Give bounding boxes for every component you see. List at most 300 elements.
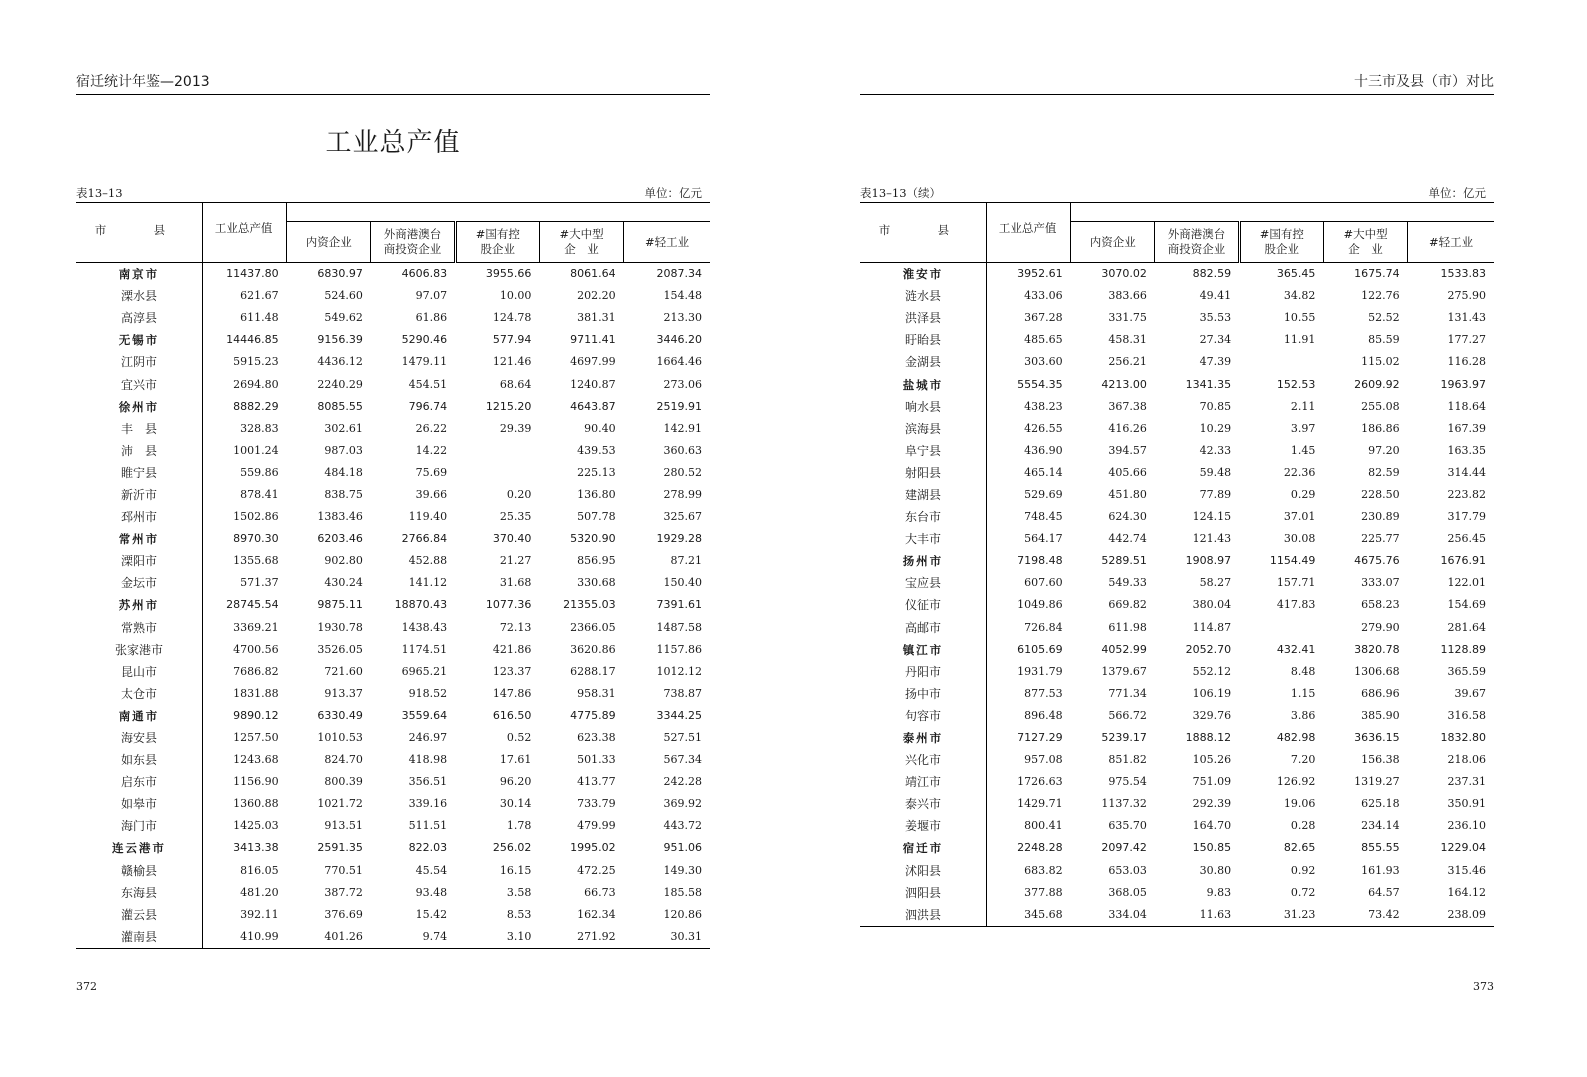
row-value: 150.40 bbox=[663, 576, 702, 590]
row-value: 1425.03 bbox=[233, 819, 279, 833]
row-value: 177.27 bbox=[1447, 333, 1486, 347]
row-value: 345.68 bbox=[986, 904, 1070, 927]
row-value: 552.12 bbox=[1192, 664, 1232, 678]
row-region-name: 盱眙县 bbox=[860, 329, 986, 351]
row-value: 577.94 bbox=[492, 333, 532, 347]
row-value: 1215.20 bbox=[485, 399, 532, 413]
row-value: 329.76 bbox=[1192, 708, 1232, 722]
row-value: 4213.00 bbox=[1101, 377, 1147, 391]
row-value: 9890.12 bbox=[233, 708, 279, 722]
row-value: 4052.99 bbox=[1101, 642, 1147, 656]
row-value: 147.86 bbox=[492, 686, 532, 700]
row-value: 8970.30 bbox=[233, 532, 279, 546]
table-row bbox=[76, 926, 710, 949]
row-value: 1306.68 bbox=[1354, 664, 1400, 678]
row-value: 1438.43 bbox=[401, 620, 448, 634]
row-value: 686.96 bbox=[1361, 686, 1400, 700]
row-value: 1229.04 bbox=[1440, 841, 1486, 855]
row-value: 1001.24 bbox=[233, 443, 279, 457]
row-value: 2052.70 bbox=[1185, 642, 1232, 656]
row-value: 2097.42 bbox=[1101, 841, 1147, 855]
row-value: 120.86 bbox=[663, 907, 702, 921]
row-value: 856.95 bbox=[577, 554, 616, 568]
row-value: 1154.49 bbox=[1269, 554, 1316, 568]
row-region-name: 连云港市 bbox=[76, 837, 202, 859]
row-value: 7127.29 bbox=[1017, 731, 1063, 745]
header-domestic bbox=[287, 222, 371, 263]
row-value: 47.39 bbox=[1199, 355, 1232, 369]
header-total-output: 工业总产值 bbox=[202, 203, 286, 263]
table-row bbox=[76, 418, 710, 440]
row-region-name: 仪征市 bbox=[860, 594, 986, 616]
row-value: 105.26 bbox=[1192, 753, 1232, 767]
row-region-name: 扬中市 bbox=[860, 683, 986, 705]
row-value: 501.33 bbox=[577, 753, 616, 767]
header-foreign bbox=[1155, 222, 1239, 263]
row-value: 9.83 bbox=[1206, 885, 1232, 899]
row-value: 975.54 bbox=[1108, 775, 1147, 789]
row-value: 482.98 bbox=[1276, 731, 1316, 745]
header-large-line2: 企 业 bbox=[564, 242, 599, 256]
row-value: 39.67 bbox=[1454, 686, 1486, 700]
row-value: 242.28 bbox=[663, 775, 702, 789]
row-value: 529.69 bbox=[1024, 487, 1063, 501]
header-light-industry bbox=[1408, 222, 1494, 263]
row-value: 21355.03 bbox=[563, 598, 616, 612]
row-region-name: 句容市 bbox=[860, 705, 986, 727]
row-value: 507.78 bbox=[577, 510, 616, 524]
table-row bbox=[860, 440, 1494, 462]
row-value: 1995.02 bbox=[570, 841, 616, 855]
table-row bbox=[76, 440, 710, 462]
header-foreign-line1: 外商港澳台 bbox=[1167, 227, 1226, 241]
row-value: 21.27 bbox=[499, 554, 532, 568]
row-value: 426.55 bbox=[1024, 421, 1063, 435]
row-region-name: 响水县 bbox=[860, 396, 986, 418]
row-region-name: 靖江市 bbox=[860, 771, 986, 793]
row-value: 0.52 bbox=[506, 731, 532, 745]
row-value: 1832.80 bbox=[1440, 731, 1486, 745]
row-value: 90.40 bbox=[584, 421, 616, 435]
table-row bbox=[860, 484, 1494, 506]
row-value: 15.42 bbox=[415, 907, 448, 921]
row-value: 443.72 bbox=[663, 819, 702, 833]
row-value: 1156.90 bbox=[233, 775, 279, 789]
header-state-line2: 股企业 bbox=[480, 242, 516, 256]
row-value: 164.12 bbox=[1447, 885, 1486, 899]
table-row bbox=[76, 528, 710, 550]
row-value: 1675.74 bbox=[1354, 267, 1400, 281]
row-value: 119.40 bbox=[408, 510, 448, 524]
table-row bbox=[860, 263, 1494, 286]
row-value: 1137.32 bbox=[1101, 797, 1147, 811]
row-value: 726.84 bbox=[1024, 620, 1063, 634]
row-value: 7.20 bbox=[1290, 753, 1316, 767]
row-value: 121.46 bbox=[492, 355, 532, 369]
row-value bbox=[1239, 617, 1323, 639]
row-value: 218.06 bbox=[1447, 753, 1486, 767]
row-value: 987.03 bbox=[324, 443, 363, 457]
row-value: 567.34 bbox=[663, 753, 702, 767]
row-value: 800.41 bbox=[1024, 819, 1063, 833]
row-value: 896.48 bbox=[1024, 708, 1063, 722]
row-value: 225.77 bbox=[1361, 532, 1400, 546]
table-row bbox=[860, 705, 1494, 727]
row-value: 228.50 bbox=[1361, 487, 1400, 501]
row-value: 9875.11 bbox=[317, 598, 363, 612]
row-value: 185.58 bbox=[663, 885, 702, 899]
row-value: 131.43 bbox=[1447, 311, 1486, 325]
row-value: 331.75 bbox=[1108, 311, 1147, 325]
row-region-name: 建湖县 bbox=[860, 484, 986, 506]
row-value: 157.71 bbox=[1276, 576, 1316, 590]
row-value: 1319.27 bbox=[1354, 775, 1400, 789]
table-row bbox=[76, 462, 710, 484]
table-row bbox=[860, 882, 1494, 904]
table-row bbox=[76, 749, 710, 771]
row-value: 152.53 bbox=[1276, 377, 1316, 391]
row-value: 123.37 bbox=[492, 664, 532, 678]
row-value: 236.10 bbox=[1447, 819, 1486, 833]
row-value: 3070.02 bbox=[1101, 267, 1147, 281]
row-value: 10.29 bbox=[1199, 421, 1232, 435]
row-value: 527.51 bbox=[663, 731, 702, 745]
row-region-name: 东台市 bbox=[860, 506, 986, 528]
row-value: 5290.46 bbox=[401, 333, 448, 347]
data-table-left bbox=[76, 202, 710, 949]
row-value: 1487.58 bbox=[656, 620, 702, 634]
table-row bbox=[76, 617, 710, 639]
row-value: 1049.86 bbox=[1017, 598, 1063, 612]
row-region-name: 泗阳县 bbox=[860, 882, 986, 904]
row-value: 106.19 bbox=[1192, 686, 1232, 700]
table-row bbox=[860, 351, 1494, 373]
row-region-name: 如皋市 bbox=[76, 793, 202, 815]
row-value: 4697.99 bbox=[570, 355, 616, 369]
row-value: 7686.82 bbox=[233, 664, 279, 678]
row-value: 6830.97 bbox=[317, 267, 363, 281]
row-value: 1021.72 bbox=[317, 797, 363, 811]
header-state-line1: #国有控 bbox=[1259, 227, 1304, 241]
row-value: 571.37 bbox=[240, 576, 279, 590]
row-value: 452.88 bbox=[408, 554, 448, 568]
row-value: 485.65 bbox=[1024, 333, 1063, 347]
row-value: 566.72 bbox=[1108, 708, 1147, 722]
row-region-name: 赣榆县 bbox=[76, 860, 202, 882]
page-number-right: 373 bbox=[1473, 980, 1494, 993]
row-value: 2519.91 bbox=[656, 399, 702, 413]
row-value: 800.39 bbox=[324, 775, 363, 789]
header-foreign-line1: 外商港澳台 bbox=[383, 227, 442, 241]
table-row bbox=[76, 904, 710, 926]
row-value: 142.91 bbox=[663, 421, 702, 435]
table-row bbox=[76, 263, 710, 286]
row-region-name: 东海县 bbox=[76, 882, 202, 904]
row-value: 230.89 bbox=[1361, 510, 1400, 524]
row-value: 611.98 bbox=[1108, 620, 1147, 634]
row-value: 1908.97 bbox=[1185, 554, 1232, 568]
table-row bbox=[76, 860, 710, 882]
row-value: 162.34 bbox=[577, 907, 616, 921]
row-value: 0.28 bbox=[1290, 819, 1316, 833]
table-row bbox=[76, 373, 710, 395]
row-value: 8.53 bbox=[506, 907, 532, 921]
row-value: 52.52 bbox=[1368, 311, 1400, 325]
row-region-name: 扬州市 bbox=[860, 550, 986, 572]
row-value: 368.05 bbox=[1108, 885, 1147, 899]
header-domestic-label: 内资企业 bbox=[305, 234, 352, 249]
row-region-name: 泰州市 bbox=[860, 727, 986, 749]
row-value: 1726.63 bbox=[1017, 775, 1063, 789]
row-value: 356.51 bbox=[408, 775, 448, 789]
row-value: 479.99 bbox=[577, 819, 616, 833]
row-region-name: 泗洪县 bbox=[860, 904, 986, 927]
row-value: 2.11 bbox=[1290, 399, 1316, 413]
row-value: 6330.49 bbox=[317, 708, 363, 722]
header-large-line2: 企 业 bbox=[1348, 242, 1383, 256]
row-value: 154.48 bbox=[663, 289, 702, 303]
row-value: 838.75 bbox=[324, 487, 363, 501]
row-value: 16.15 bbox=[499, 863, 532, 877]
row-value: 380.04 bbox=[1192, 598, 1232, 612]
row-value: 186.86 bbox=[1361, 421, 1400, 435]
table-row bbox=[76, 727, 710, 749]
row-value: 1383.46 bbox=[317, 510, 363, 524]
table-row bbox=[76, 550, 710, 572]
row-value: 8882.29 bbox=[233, 399, 279, 413]
row-value: 5320.90 bbox=[570, 532, 616, 546]
row-value: 39.66 bbox=[415, 487, 448, 501]
table-row bbox=[860, 815, 1494, 837]
row-value: 433.06 bbox=[1024, 289, 1063, 303]
row-value: 1077.36 bbox=[485, 598, 532, 612]
row-value: 1174.51 bbox=[401, 642, 448, 656]
row-value: 394.57 bbox=[1108, 443, 1147, 457]
row-value: 2248.28 bbox=[1017, 841, 1063, 855]
row-value bbox=[1239, 351, 1323, 373]
row-value: 635.70 bbox=[1108, 819, 1147, 833]
table-row bbox=[860, 329, 1494, 351]
row-value: 1360.88 bbox=[233, 797, 279, 811]
row-value: 4436.12 bbox=[317, 355, 363, 369]
row-value: 3344.25 bbox=[656, 708, 702, 722]
header-foreign-line2: 商投资企业 bbox=[383, 242, 442, 256]
table-body-left bbox=[76, 263, 710, 949]
row-value: 0.20 bbox=[506, 487, 532, 501]
row-value: 223.82 bbox=[1447, 487, 1486, 501]
table-row bbox=[860, 550, 1494, 572]
row-region-name: 宿迁市 bbox=[860, 837, 986, 859]
row-value: 3.10 bbox=[455, 926, 539, 949]
row-value: 9711.41 bbox=[570, 333, 616, 347]
row-value: 381.31 bbox=[577, 311, 616, 325]
row-region-name: 金坛市 bbox=[76, 572, 202, 594]
row-value: 751.09 bbox=[1192, 775, 1232, 789]
header-region: 市 县 bbox=[76, 203, 202, 263]
table-row bbox=[860, 661, 1494, 683]
table-row bbox=[860, 572, 1494, 594]
row-value: 3369.21 bbox=[233, 620, 279, 634]
row-value: 2591.35 bbox=[317, 841, 363, 855]
row-value: 14446.85 bbox=[226, 333, 279, 347]
row-value: 377.88 bbox=[1024, 885, 1063, 899]
row-value: 1341.35 bbox=[1185, 377, 1232, 391]
row-value: 68.64 bbox=[499, 377, 532, 391]
row-value: 6288.17 bbox=[570, 664, 616, 678]
row-value: 14.22 bbox=[415, 443, 448, 457]
row-region-name: 射阳县 bbox=[860, 462, 986, 484]
row-value: 658.23 bbox=[1361, 598, 1400, 612]
row-value: 279.90 bbox=[1361, 620, 1400, 634]
row-value: 30.08 bbox=[1283, 532, 1316, 546]
row-region-name: 邳州市 bbox=[76, 506, 202, 528]
row-value: 902.80 bbox=[324, 554, 363, 568]
table-row bbox=[860, 749, 1494, 771]
row-value: 624.30 bbox=[1108, 510, 1147, 524]
row-value: 77.89 bbox=[1199, 487, 1232, 501]
row-value: 3.97 bbox=[1290, 421, 1316, 435]
row-value: 275.90 bbox=[1447, 289, 1486, 303]
row-value: 167.39 bbox=[1447, 421, 1486, 435]
row-value: 418.98 bbox=[408, 753, 448, 767]
row-value: 611.48 bbox=[240, 311, 279, 325]
row-value bbox=[455, 440, 539, 462]
header-large-medium bbox=[1323, 222, 1407, 263]
row-value: 8061.64 bbox=[570, 267, 616, 281]
header-light-label: #轻工业 bbox=[1429, 234, 1474, 249]
table-row bbox=[76, 882, 710, 904]
row-value: 796.74 bbox=[408, 399, 448, 413]
row-value: 1931.79 bbox=[1017, 664, 1063, 678]
header-spacer bbox=[1071, 203, 1494, 222]
table-row bbox=[76, 815, 710, 837]
row-region-name: 溧阳市 bbox=[76, 550, 202, 572]
row-region-name: 苏州市 bbox=[76, 594, 202, 616]
row-region-name: 太仓市 bbox=[76, 683, 202, 705]
row-value: 385.90 bbox=[1361, 708, 1400, 722]
row-value: 392.11 bbox=[240, 907, 279, 921]
row-value: 59.48 bbox=[1199, 465, 1232, 479]
row-value: 877.53 bbox=[1024, 686, 1063, 700]
row-value: 1355.68 bbox=[233, 554, 279, 568]
table-row bbox=[76, 793, 710, 815]
row-value: 333.07 bbox=[1361, 576, 1400, 590]
row-value: 0.92 bbox=[1290, 863, 1316, 877]
row-value: 957.08 bbox=[1024, 753, 1063, 767]
row-value: 72.13 bbox=[499, 620, 532, 634]
row-value: 376.69 bbox=[324, 907, 363, 921]
header-state-controlled bbox=[455, 222, 539, 263]
row-value: 256.02 bbox=[492, 841, 532, 855]
row-value: 1379.67 bbox=[1101, 664, 1147, 678]
row-value: 918.52 bbox=[408, 686, 448, 700]
table-row bbox=[76, 329, 710, 351]
row-value: 2609.92 bbox=[1354, 377, 1400, 391]
table-row bbox=[76, 285, 710, 307]
row-region-name: 常熟市 bbox=[76, 617, 202, 639]
row-value: 413.77 bbox=[577, 775, 616, 789]
row-value: 3559.64 bbox=[401, 708, 448, 722]
page-title: 工业总产值 bbox=[325, 128, 461, 158]
row-value: 30.31 bbox=[624, 926, 710, 949]
row-region-name: 海门市 bbox=[76, 815, 202, 837]
row-value: 87.21 bbox=[670, 554, 702, 568]
row-value: 4775.89 bbox=[570, 708, 616, 722]
row-value: 439.53 bbox=[577, 443, 616, 457]
row-value: 66.73 bbox=[584, 885, 616, 899]
row-value: 1533.83 bbox=[1440, 267, 1486, 281]
row-value: 3620.86 bbox=[570, 642, 616, 656]
row-value: 748.45 bbox=[1024, 510, 1063, 524]
row-value: 61.86 bbox=[415, 311, 448, 325]
row-value: 202.20 bbox=[577, 289, 616, 303]
row-value: 417.83 bbox=[1276, 598, 1316, 612]
header-state-line1: #国有控 bbox=[475, 227, 520, 241]
row-value: 34.82 bbox=[1283, 289, 1316, 303]
row-value: 4700.56 bbox=[233, 642, 279, 656]
table-row bbox=[860, 373, 1494, 395]
row-value: 314.44 bbox=[1447, 465, 1486, 479]
row-value: 669.82 bbox=[1108, 598, 1147, 612]
header-large-medium bbox=[539, 222, 623, 263]
header-large-line1: #大中型 bbox=[559, 227, 604, 241]
table-meta-left bbox=[76, 185, 710, 201]
table-row bbox=[860, 727, 1494, 749]
row-value: 238.09 bbox=[1408, 904, 1494, 927]
row-value: 3.86 bbox=[1290, 708, 1316, 722]
row-value: 122.76 bbox=[1361, 289, 1400, 303]
row-region-name: 洪泽县 bbox=[860, 307, 986, 329]
table-body-right bbox=[860, 263, 1494, 927]
row-value: 325.67 bbox=[663, 510, 702, 524]
row-value: 683.82 bbox=[1024, 863, 1063, 877]
row-value: 653.03 bbox=[1108, 863, 1147, 877]
row-value: 2240.29 bbox=[317, 377, 363, 391]
table-number-continued: 表13–13（续） bbox=[860, 186, 942, 200]
row-value: 616.50 bbox=[492, 708, 532, 722]
row-value: 383.66 bbox=[1108, 289, 1147, 303]
table-row bbox=[860, 639, 1494, 661]
row-value: 9.74 bbox=[371, 926, 455, 949]
table-row bbox=[860, 285, 1494, 307]
left-page bbox=[76, 0, 710, 1077]
table-unit: 单位：亿元 bbox=[1428, 186, 1486, 200]
row-value: 524.60 bbox=[324, 289, 363, 303]
row-value: 721.60 bbox=[324, 664, 363, 678]
running-header-right: 十三市及县（市）对比 bbox=[860, 74, 1494, 95]
row-value: 1429.71 bbox=[1017, 797, 1063, 811]
row-value: 1930.78 bbox=[317, 620, 363, 634]
row-value: 6105.69 bbox=[1017, 642, 1063, 656]
row-value: 126.92 bbox=[1276, 775, 1316, 789]
table-row bbox=[76, 661, 710, 683]
row-value: 878.41 bbox=[240, 487, 279, 501]
row-value: 317.79 bbox=[1447, 510, 1486, 524]
row-value: 11.91 bbox=[1283, 333, 1316, 347]
row-value: 280.52 bbox=[663, 465, 702, 479]
row-value: 149.30 bbox=[663, 863, 702, 877]
row-value: 281.64 bbox=[1447, 620, 1486, 634]
row-value: 154.69 bbox=[1447, 598, 1486, 612]
row-value: 454.51 bbox=[408, 377, 448, 391]
row-value: 851.82 bbox=[1108, 753, 1147, 767]
row-value: 292.39 bbox=[1192, 797, 1232, 811]
row-value: 11437.80 bbox=[226, 267, 279, 281]
row-value: 97.07 bbox=[415, 289, 448, 303]
table-row bbox=[860, 617, 1494, 639]
row-value: 4606.83 bbox=[401, 267, 448, 281]
row-value: 64.57 bbox=[1368, 885, 1400, 899]
